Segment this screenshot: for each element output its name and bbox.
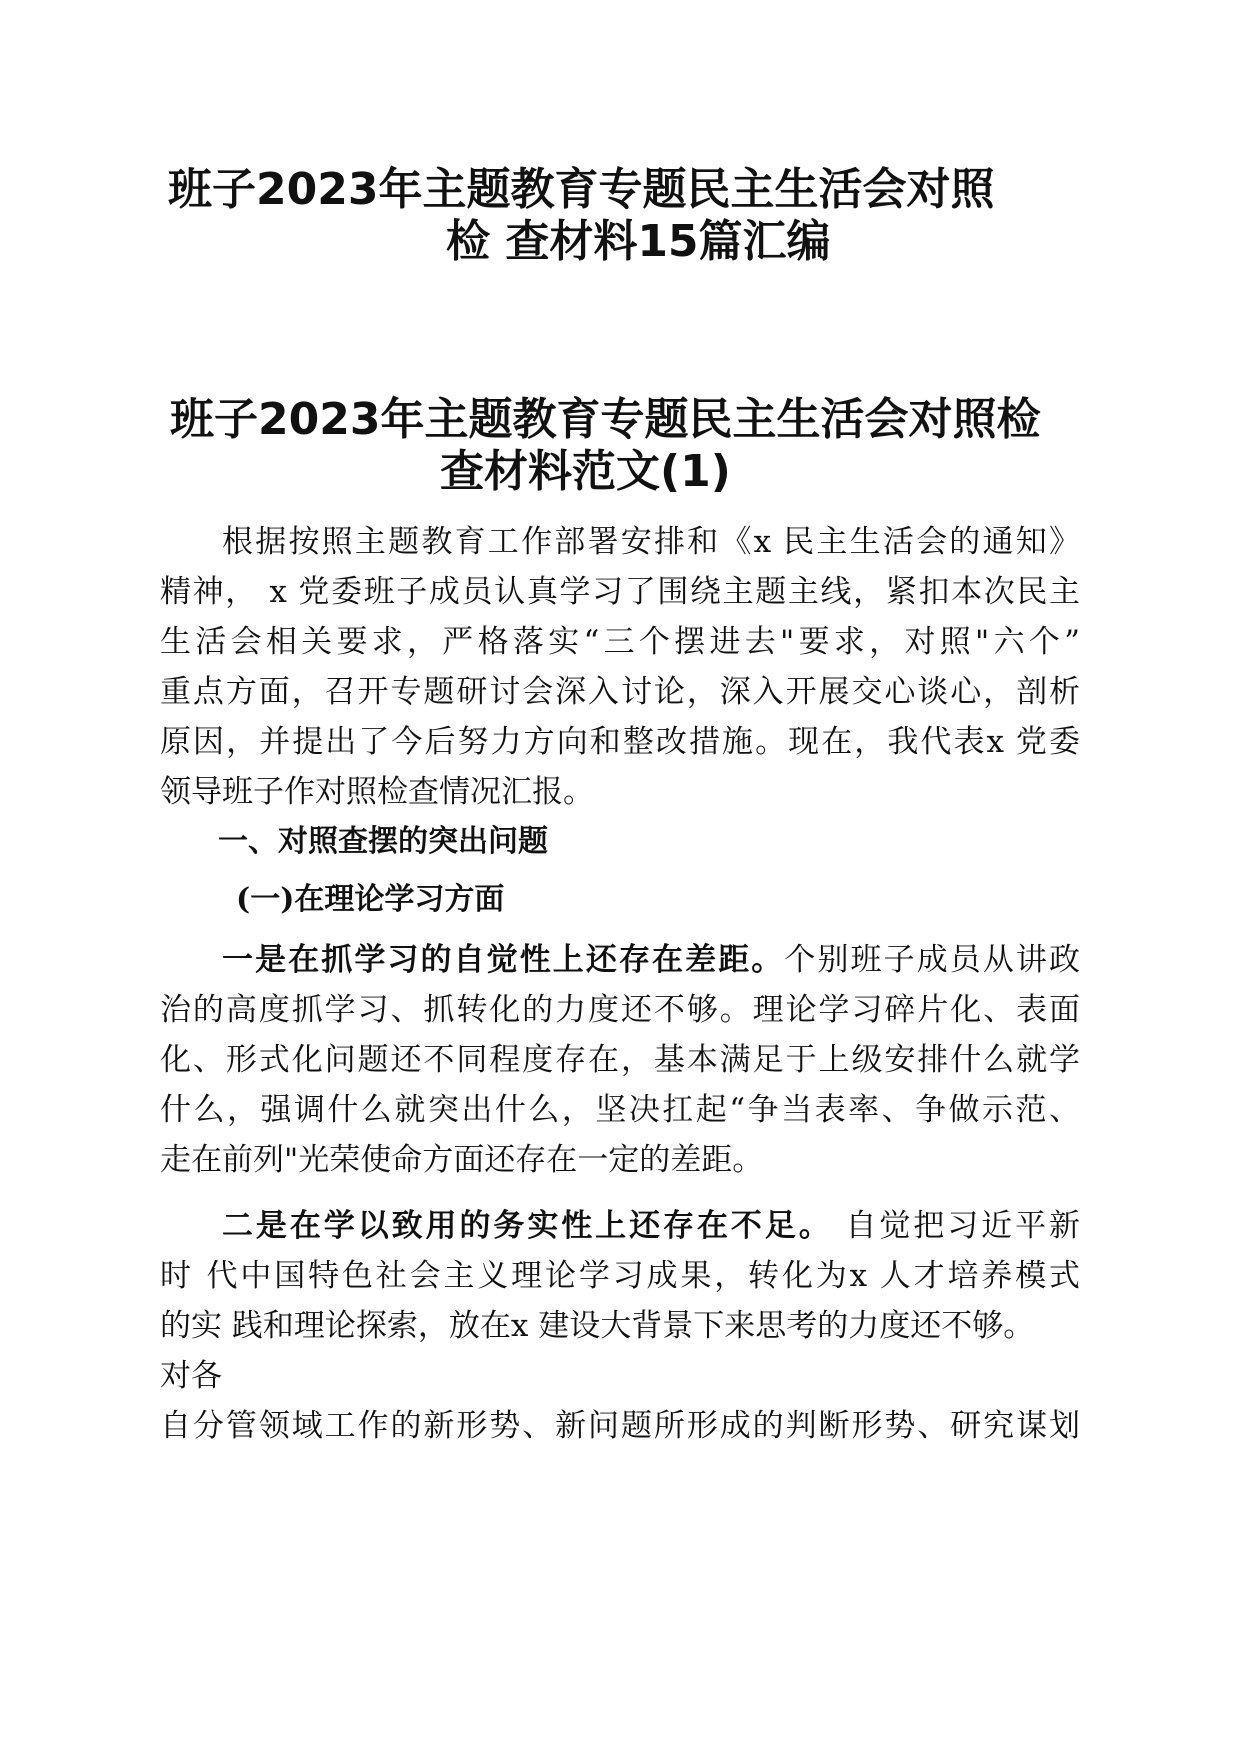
- para2-line-5: 自分管领域工作的新形势、新问题所形成的判断形势、研究谋划: [160, 1408, 1080, 1444]
- para1-line-4: 什么，强调什么就突出什么，坚决扛起“争当表率、争做示范、: [160, 1092, 1080, 1128]
- para2-line-2: 时 代中国特色社会主义理论学习成果，转化为x 人才培养模式: [160, 1258, 1080, 1294]
- para2-line-3: 的实 践和理论探索，放在x 建设大背景下来思考的力度还不够。: [160, 1308, 1035, 1344]
- para2-line-4: 对各: [160, 1358, 222, 1394]
- intro-line-1: 根据按照主题教育工作部署安排和《x 民主生活会的通知》: [222, 524, 1080, 560]
- main-title-line-2: 检 查材料15篇汇编: [446, 216, 831, 267]
- para1-line-5: 走在前列"光荣使命方面还存在一定的差距。: [160, 1142, 764, 1178]
- intro-line-6: 领导班子作对照检查情况汇报。: [160, 774, 594, 810]
- para1-line-3: 化、形式化问题还不同程度存在，基本满足于上级安排什么就学: [160, 1042, 1080, 1078]
- para1-line-1: [222, 940, 1080, 980]
- subsection-heading: (一)在理论学习方面: [236, 882, 505, 917]
- intro-line-5: 原因，并提出了今后努力方向和整改措施。现在，我代表x 党委: [160, 724, 1080, 760]
- main-title-line-1: 班子2023年主题教育专题民主生活会对照: [168, 164, 995, 215]
- intro-line-4: 重点方面，召开专题研讨会深入讨论，深入开展交心谈心，剖析: [160, 674, 1080, 710]
- para2-line-1-rest: 自觉把习近平新: [832, 1208, 1081, 1244]
- article-title-line-2: 查材料范文(1): [440, 446, 731, 497]
- intro-line-3: 生活会相关要求，严格落实“三个摆进去"要求，对照"六个”: [160, 624, 1080, 660]
- article-title-line-1: 班子2023年主题教育专题民主生活会对照检: [170, 394, 1041, 445]
- para1-line-2: 治的高度抓学习、抓转化的力度还不够。理论学习碎片化、表面: [160, 992, 1080, 1028]
- para2-line-1: [222, 1206, 1080, 1246]
- para1-lead: 一是在抓学习的自觉性上还存在差距。: [222, 942, 785, 978]
- section-heading: 一、对照查摆的突出问题: [218, 824, 548, 859]
- para1-line-1-rest: 个别班子成员从讲政: [784, 942, 1080, 978]
- para2-lead: 二是在学以致用的务实性上还存在不足。: [222, 1208, 833, 1244]
- intro-line-2: 精神， x 党委班子成员认真学习了围绕主题主线，紧扣本次民主: [160, 574, 1080, 610]
